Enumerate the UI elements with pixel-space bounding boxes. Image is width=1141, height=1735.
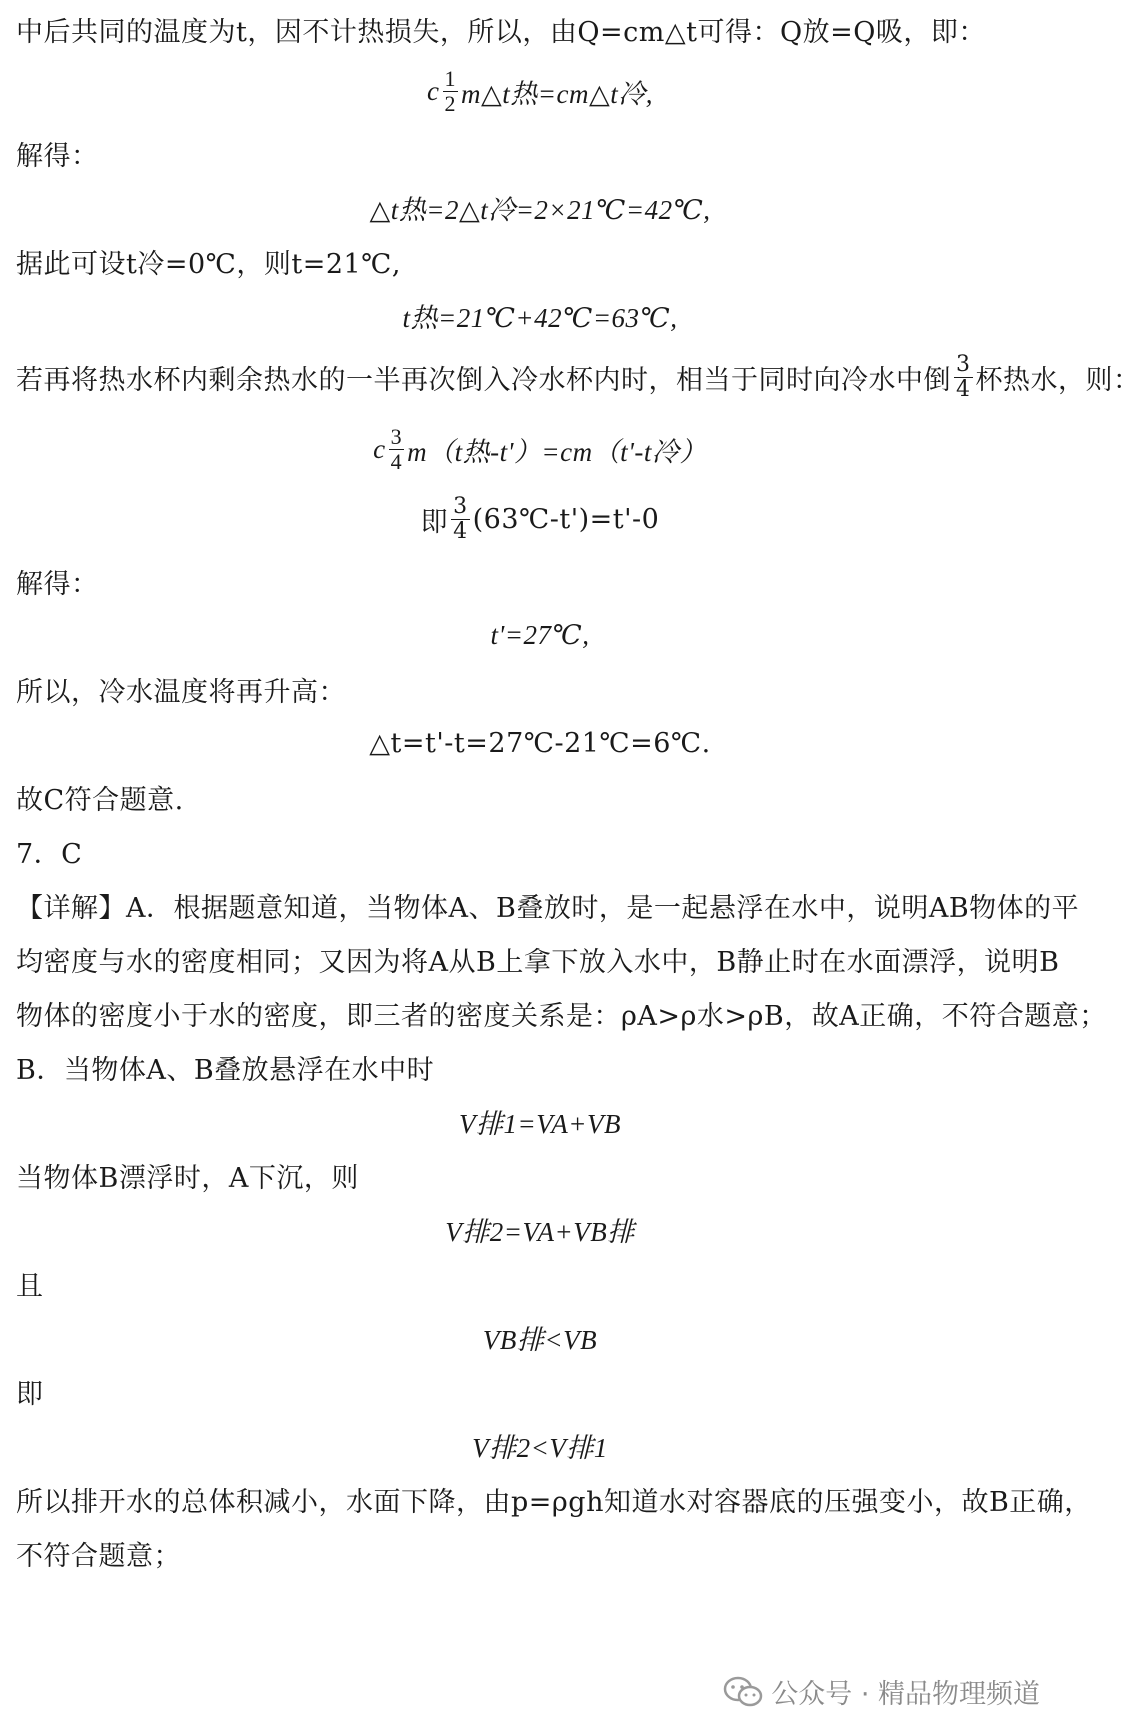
text-line: 物体的密度小于水的密度，即三者的密度关系是：ρA>ρ水>ρB，故A正确，不符合题意； (16, 1000, 1107, 1032)
text-line: 且 (16, 1270, 44, 1302)
text-line: 当物体B漂浮时，A下沉，则 (16, 1162, 359, 1194)
fraction: $\frac{3}{4}$ (956, 351, 971, 402)
text-line: B．当物体A、B叠放悬浮在水中时 (16, 1054, 435, 1086)
equation-line: V排1=VA+VB (459, 1108, 621, 1139)
equation-line: △t=t'-t=27℃-21℃=6℃. (369, 727, 711, 759)
text-line: 所以排开水的总体积减小，水面下降，由p=ρgh知道水对容器底的压强变小，故B正确， (16, 1486, 1092, 1518)
text-line: 【详解】A．根据题意知道，当物体A、B叠放时，是一起悬浮在水中，说明AB物体的平 (16, 892, 1080, 924)
text-line: 所以，冷水温度将再升高： (16, 676, 346, 708)
equation-line: c $\frac{1}{2}$ m△t热=cm△t冷, (427, 65, 653, 116)
question-number: 7．C (16, 838, 83, 870)
equation-line: VB排<VB (482, 1324, 598, 1355)
fraction: $\frac{3}{4}$ (390, 423, 403, 474)
equation-line: △t热=2△t冷=2×21℃=42℃, (369, 194, 711, 225)
text-line: 即 (16, 1378, 44, 1410)
fraction: $\frac{1}{2}$ (444, 65, 456, 116)
watermark (723, 1672, 1040, 1711)
equation-line: V排2=VA+VB排 (445, 1216, 635, 1247)
text-line: 均密度与水的密度相同；又因为将A从B上拿下放入水中，B静止时在水面漂浮，说明B (16, 946, 1060, 978)
equation-line: t热=21℃+42℃=63℃, (402, 302, 678, 333)
text-line: 解得： (16, 568, 99, 600)
text-line: 若再将热水杯内剩余热水的一半再次倒入冷水杯内时，相当于同时向冷水中倒 $\frac{3}{4}$ 杯热水，则： (16, 351, 1141, 402)
wechat-icon (723, 1676, 763, 1708)
equation-line: 即 $\frac{3}{4}$ (63℃-t')=t'-0 (420, 493, 660, 544)
fraction: $\frac{3}{4}$ (453, 493, 468, 544)
watermark-text: 公众号 · 精品物理频道 (771, 1679, 1040, 1710)
text-line: 中后共同的温度为t，因不计热损失，所以，由Q=cm△t可得：Q放=Q吸，即： (16, 16, 986, 48)
text-line: 不符合题意； (16, 1540, 181, 1572)
equation-line: t'=27℃, (490, 619, 590, 650)
equation-line: V排2<V排1 (472, 1432, 608, 1463)
text-line: 故C符合题意. (16, 784, 184, 816)
text-line: 据此可设t冷=0℃，则t=21℃, (16, 248, 401, 280)
equation-line: c $\frac{3}{4}$ m（t热-t'）=cm（t'-t冷） (373, 423, 707, 474)
text-line: 解得： (16, 140, 99, 172)
